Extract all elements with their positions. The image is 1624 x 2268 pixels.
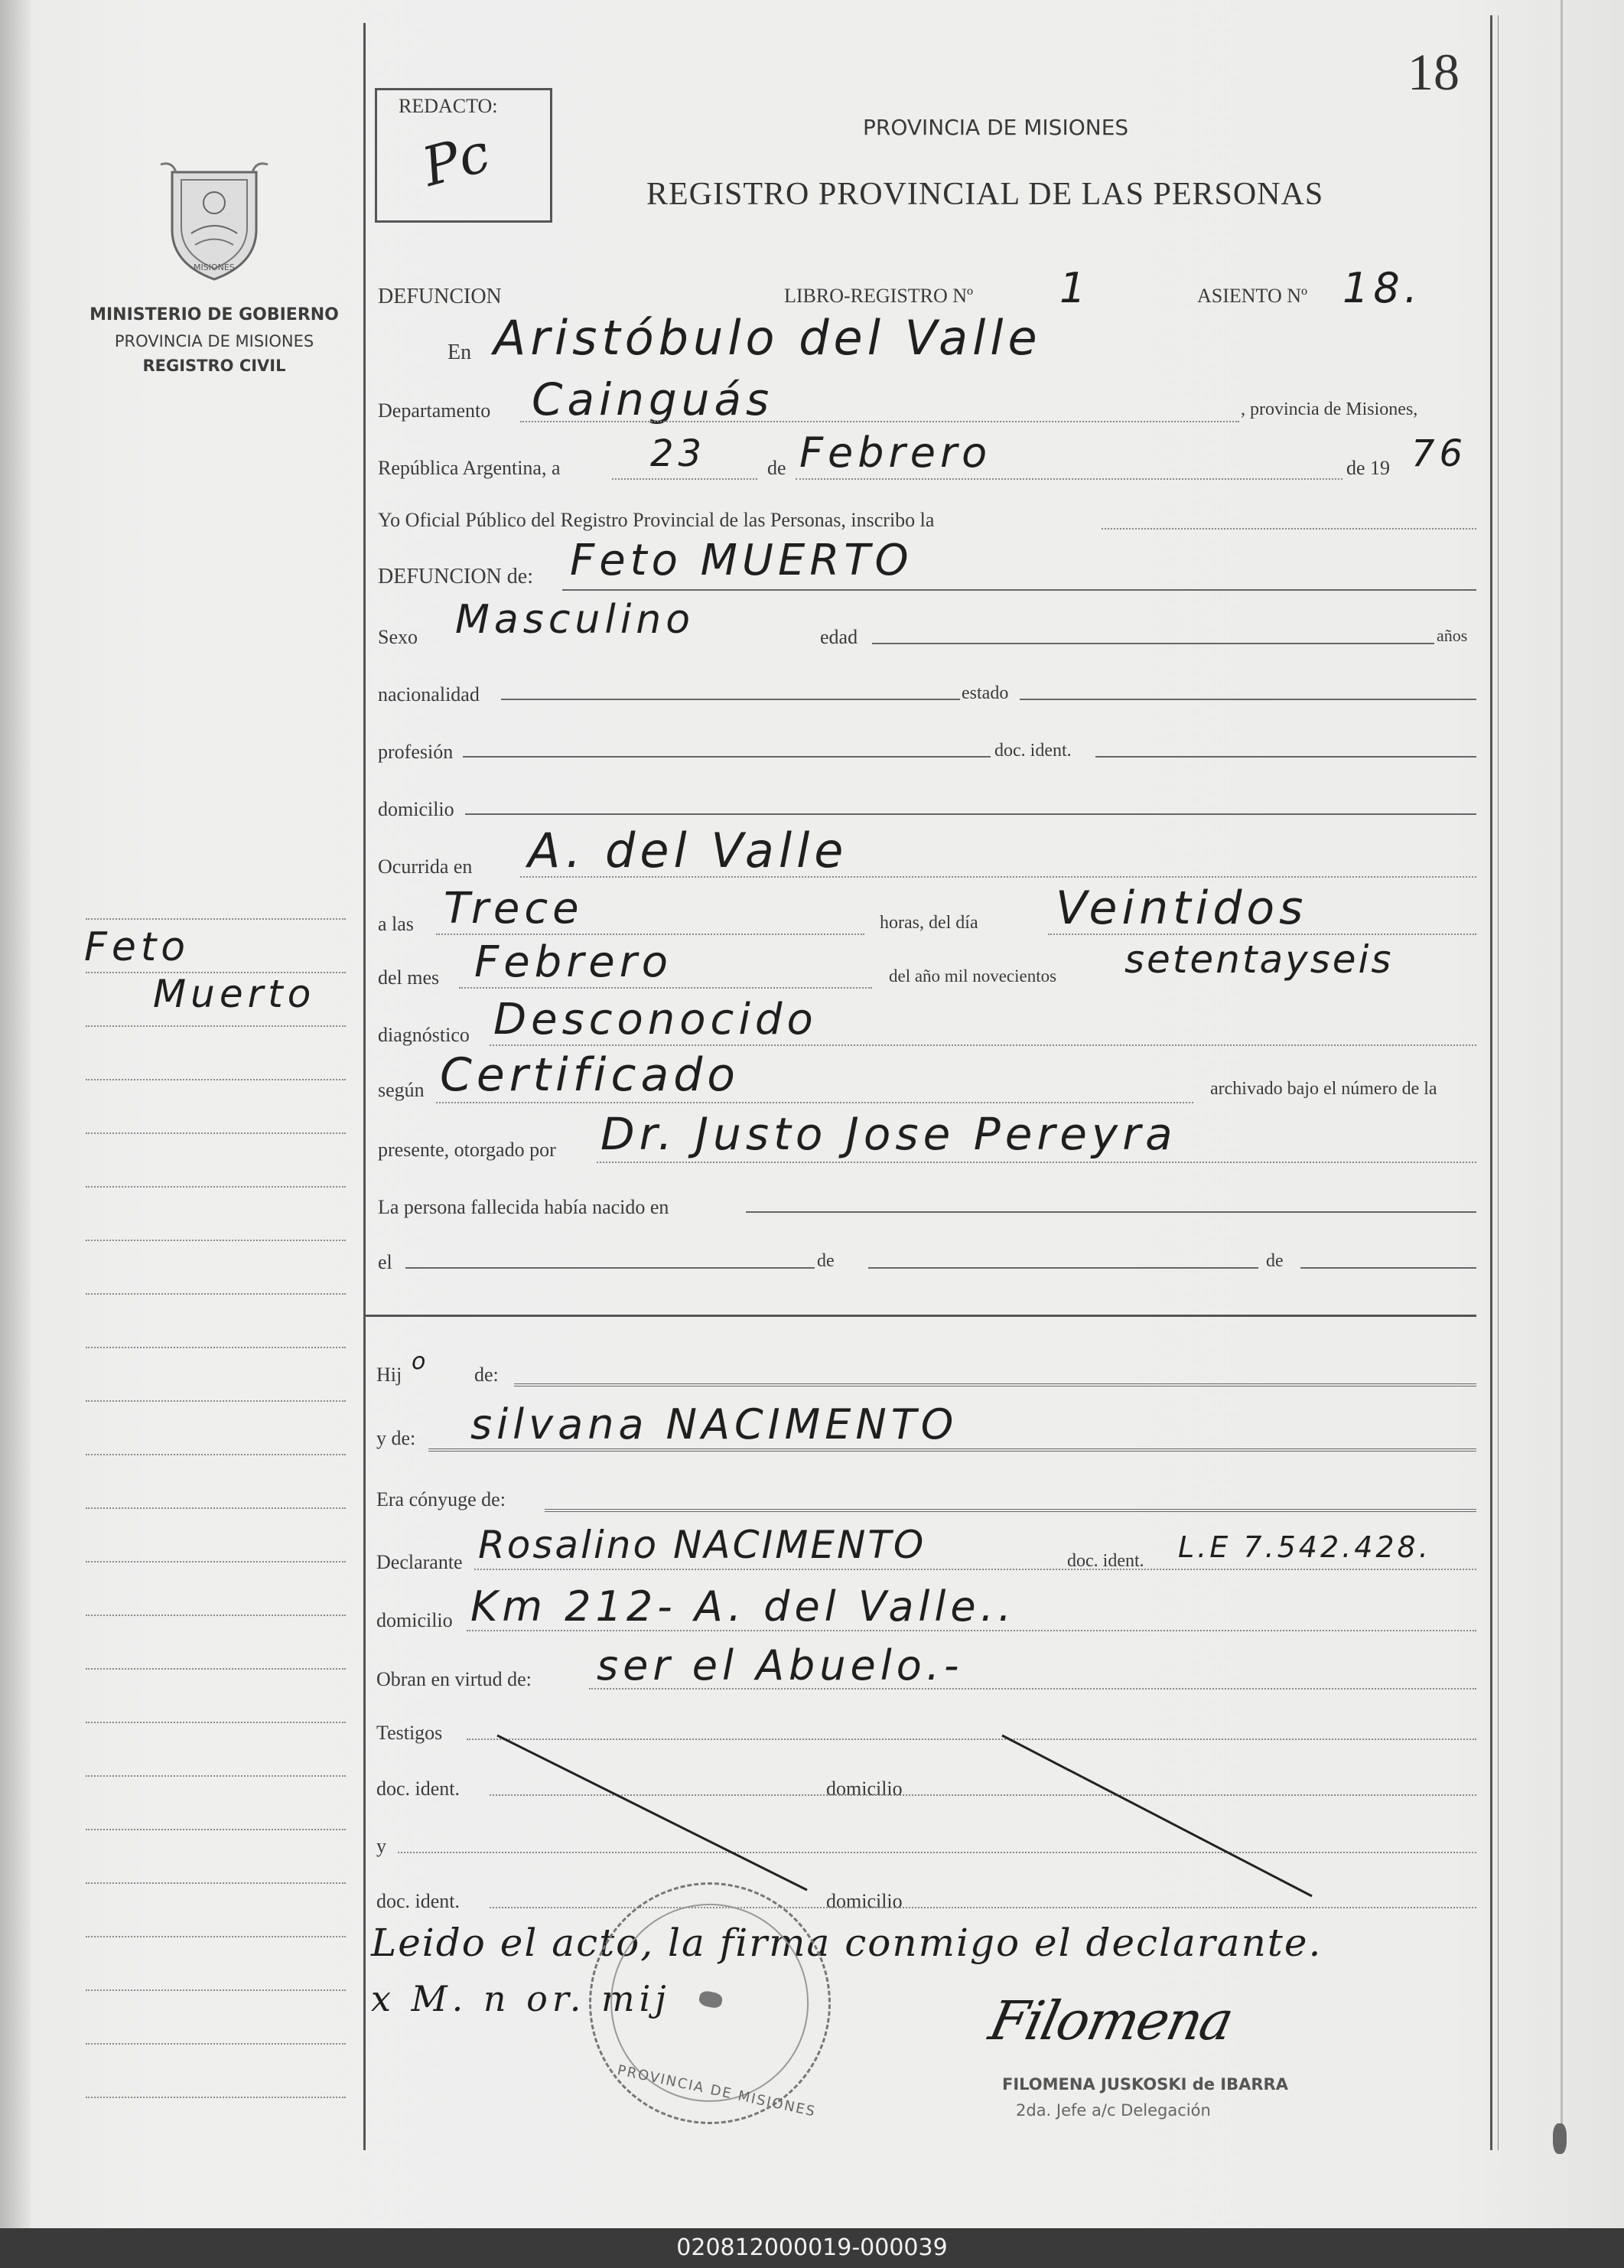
- ocurrida-value: A. del Valle: [528, 823, 848, 878]
- y-de-label: y de:: [376, 1427, 416, 1449]
- defuncion-de-value: Feto MUERTO: [570, 536, 913, 585]
- doc-ident1-label: doc. ident.: [376, 1778, 461, 1800]
- y-label: y: [376, 1835, 386, 1857]
- a-las-label: a las: [378, 913, 414, 935]
- doc-ident2-label: doc. ident.: [376, 1890, 461, 1912]
- hijo-de-label: de:: [474, 1364, 499, 1386]
- en-label: En: [447, 341, 472, 364]
- segun-label: según: [378, 1079, 425, 1101]
- asiento-value: 18.: [1342, 264, 1422, 312]
- anio-prefix: de 19: [1346, 457, 1391, 479]
- obran-value: ser el Abuelo.-: [597, 1641, 964, 1690]
- y-de-value: silvana NACIMENTO: [470, 1400, 958, 1448]
- oficial-text: Yo Oficial Público del Registro Provincial de las Personas, inscribo la: [378, 509, 935, 531]
- libro-value: 1: [1059, 264, 1091, 312]
- declarante-doc-value: L.E 7.542.428.: [1178, 1530, 1431, 1564]
- otorgado-value: Dr. Justo Jose Pereyra: [600, 1108, 1177, 1160]
- margin-note-line1: Feto: [84, 924, 190, 970]
- nacido-label: La persona fallecida había nacido en: [378, 1196, 669, 1218]
- stamp-text: PROVINCIA DE MISIONES: [616, 2062, 818, 2120]
- ministry-line1: MINISTERIO DE GOBIERNO: [89, 305, 339, 324]
- segun-value: Certificado: [440, 1048, 740, 1102]
- asiento-label: ASIENTO Nº: [1197, 285, 1308, 307]
- de2-label: de: [1266, 1251, 1284, 1271]
- anio-value: 76: [1411, 432, 1468, 475]
- republica-label: República Argentina, a: [378, 457, 561, 479]
- decl-domicilio-value: Km 212- A. del Valle..: [470, 1582, 1016, 1631]
- closing-line2: x M. n or. mij: [371, 1978, 671, 2019]
- departamento-label: Departamento: [378, 399, 491, 422]
- de1-label: de: [817, 1251, 835, 1271]
- declarante-doc-label: doc. ident.: [1067, 1551, 1144, 1571]
- obran-label: Obran en virtud de:: [376, 1668, 532, 1690]
- testigos-label: Testigos: [376, 1722, 443, 1744]
- binding-thread: [1561, 0, 1563, 2143]
- sexo-label: Sexo: [378, 626, 418, 648]
- ministry-line3: REGISTRO CIVIL: [142, 357, 286, 375]
- hijo-label: Hij: [376, 1364, 402, 1386]
- anio-texto-value: setentayseis: [1124, 937, 1394, 982]
- horas-label: horas, del día: [880, 913, 978, 933]
- hora-value: Trece: [444, 884, 584, 934]
- profesion-doc-label: doc. ident.: [994, 741, 1072, 761]
- closing-line1: Leido el acto, la firma conmigo el declarante.: [371, 1921, 1323, 1965]
- hijo-suffix: o: [412, 1348, 431, 1375]
- de-label: de: [767, 457, 786, 479]
- ministry-line2: PROVINCIA DE MISIONES: [114, 332, 314, 350]
- en-value: Aristóbulo del Valle: [493, 310, 1042, 366]
- redacto-initials: Pc: [415, 121, 496, 199]
- anio-texto-label: del año mil novecientos: [889, 966, 1057, 986]
- page-number: 18: [1408, 43, 1460, 101]
- redacto-label: REDACTO:: [399, 95, 498, 117]
- record-type-label: DEFUNCION: [378, 285, 502, 308]
- otorgado-label: presente, otorgado por: [378, 1139, 556, 1161]
- decl-domicilio-label: domicilio: [376, 1609, 453, 1631]
- libro-label: LIBRO-REGISTRO Nº: [784, 285, 974, 307]
- domicilio-label: domicilio: [378, 798, 454, 820]
- header-province: PROVINCIA DE MISIONES: [863, 115, 1129, 140]
- signature: Filomena: [984, 1989, 1238, 2052]
- diagnostico-value: Desconocido: [493, 995, 818, 1044]
- del-mes-value: Febrero: [474, 937, 672, 987]
- margin-note-line2: Muerto: [153, 972, 316, 1016]
- domicilio2-label: domicilio: [826, 1890, 903, 1912]
- header-registry: REGISTRO PROVINCIAL DE LAS PERSONAS: [646, 177, 1324, 212]
- dia-value: 23: [650, 432, 707, 475]
- provincia-suffix: , provincia de Misiones,: [1241, 399, 1418, 419]
- declarante-label: Declarante: [376, 1551, 463, 1573]
- thread-knot: [1553, 2123, 1567, 2154]
- signer-name: FILOMENA JUSKOSKI de IBARRA: [1002, 2075, 1288, 2094]
- el-label: el: [378, 1251, 392, 1273]
- defuncion-de-label: DEFUNCION de:: [378, 565, 533, 588]
- conyuge-label: Era cónyuge de:: [376, 1488, 506, 1510]
- del-mes-label: del mes: [378, 966, 440, 989]
- edad-label: edad: [820, 626, 858, 648]
- declarante-value: Rosalino NACIMENTO: [478, 1523, 926, 1567]
- mes-value: Febrero: [799, 429, 992, 477]
- footer-document-id: 020812000019-000039: [0, 2228, 1624, 2268]
- profesion-label: profesión: [378, 741, 454, 763]
- departamento-value: Cainguás: [532, 373, 774, 425]
- diagnostico-label: diagnóstico: [378, 1024, 470, 1046]
- sexo-value: Masculino: [455, 597, 695, 643]
- dia-texto-value: Veintidos: [1056, 881, 1308, 935]
- archivado-label: archivado bajo el número de la: [1210, 1079, 1437, 1099]
- domicilio1-label: domicilio: [826, 1778, 903, 1800]
- signer-title: 2da. Jefe a/c Delegación: [1016, 2101, 1211, 2120]
- estado-label: estado: [962, 683, 1009, 703]
- nacionalidad-label: nacionalidad: [378, 683, 480, 705]
- ocurrida-label: Ocurrida en: [378, 855, 473, 878]
- anios-label: años: [1437, 626, 1468, 645]
- seal-text: MISIONES: [194, 262, 235, 272]
